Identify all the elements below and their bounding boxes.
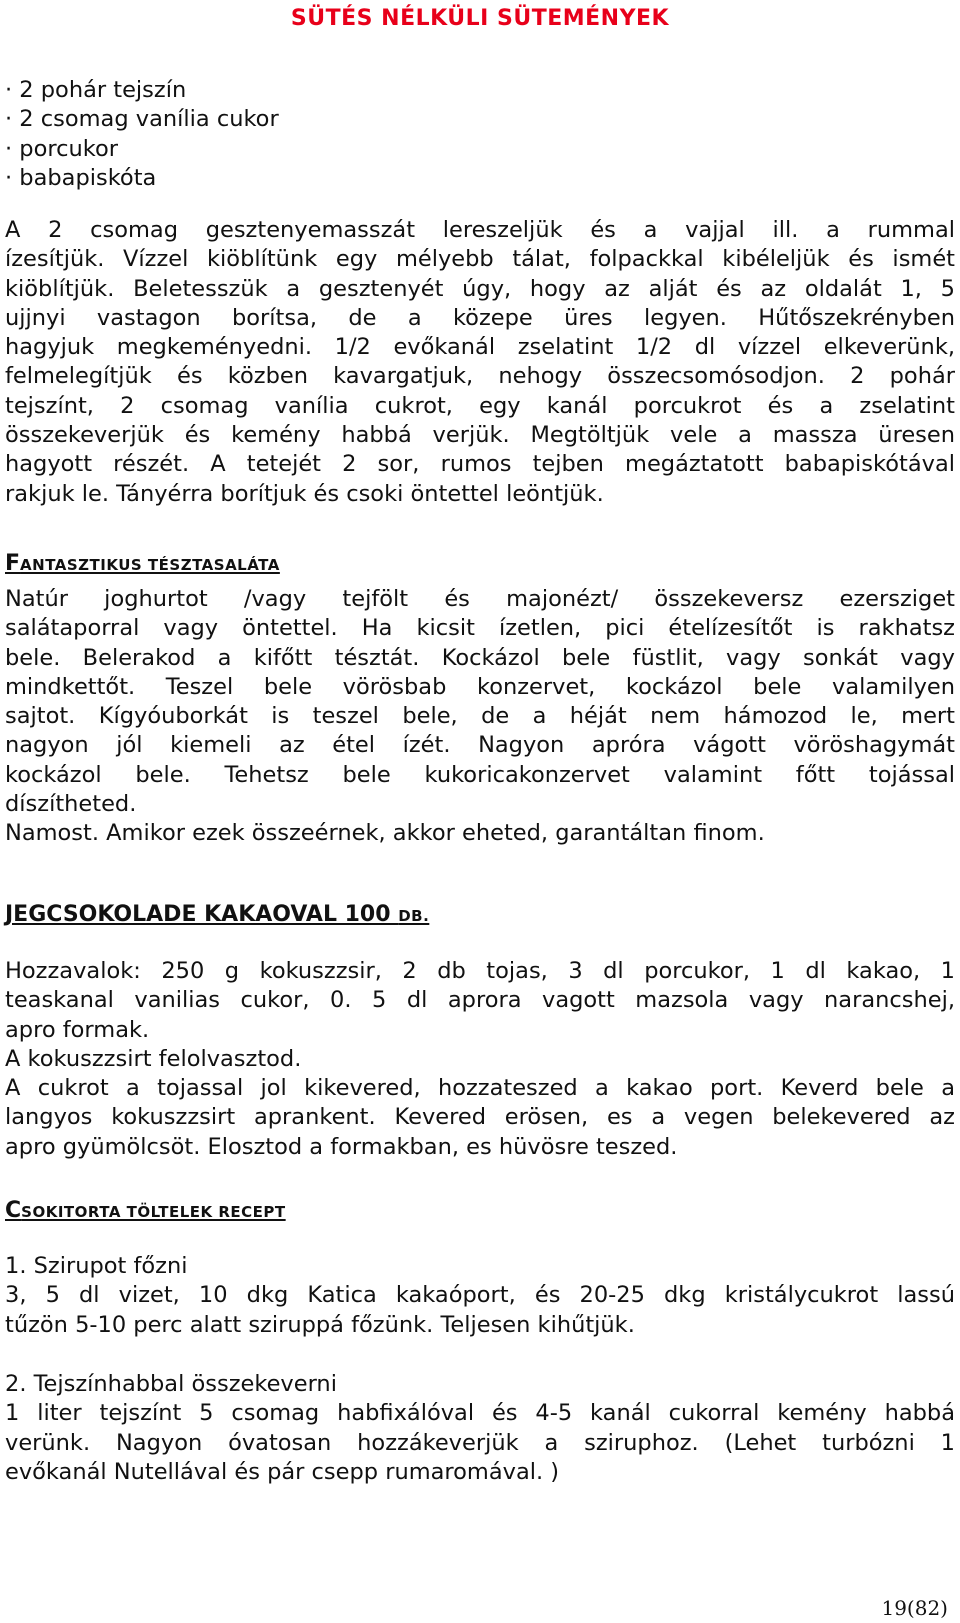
page-header-title: SÜTÉS NÉLKÜLI SÜTEMÉNYEK bbox=[290, 6, 670, 31]
ingredient-list bbox=[5, 76, 955, 193]
text-line: Hozzavalok: 250 g kokuszzsir, 2 db tojas, 3 dl porcukor, 1 dl kakao, 1 bbox=[5, 958, 955, 984]
ingredient-item: · porcukor bbox=[5, 135, 118, 162]
text-line: ízesítjük. Vízzel kiöblítünk egy mélyebb tálat, folpackkal kibéleljük és ismét bbox=[5, 246, 955, 273]
cake-filling-step2 bbox=[5, 1370, 955, 1487]
text-line: rakjuk le. Tányérra borítjuk és csoki öntettel leöntjük. bbox=[5, 480, 604, 507]
text-line: tűzön 5-10 perc alatt sziruppá főzünk. Teljesen kihűtjük. bbox=[5, 1311, 635, 1338]
text-line: hagyjuk megkeményedni. 1/2 evőkanál zselatint 1/2 dl vízzel elkeverünk, bbox=[5, 334, 955, 361]
text-line: salátaporral vagy öntettel. Ha kicsit ízetlen, pici ételízesítőt is rakhatsz bbox=[5, 615, 955, 642]
pasta-salad-paragraph bbox=[5, 585, 955, 849]
text-line: A 2 csomag gesztenyemasszát lereszeljük és a vajjal ill. a rummal bbox=[5, 217, 955, 243]
section-heading-pasta-salad: FANTASZTIKUS TÉSZTASALÁTA bbox=[5, 551, 280, 576]
ingredient-item: · 2 csomag vanília cukor bbox=[5, 106, 279, 133]
text-line: kiöblítjük. Beletesszük a gesztenyét úgy, hogy az alját és az oldalát 1, 5 bbox=[5, 275, 955, 302]
text-line: A kokuszzsirt felolvasztod. bbox=[5, 1045, 302, 1072]
text-line: Natúr joghurtot /vagy tejfölt és majonézt/ összekeversz ezersziget bbox=[5, 586, 955, 612]
text-line: evőkanál Nutellával és pár csepp rumaromával. ) bbox=[5, 1458, 560, 1485]
section-heading-cake-filling: CSOKITORTA TÖLTELEK RECEPT bbox=[5, 1198, 286, 1223]
text-line: 3, 5 dl vizet, 10 dkg Katica kakaóport, és 20-25 dkg kristálycukrot lassú bbox=[5, 1282, 955, 1309]
text-line: sajtot. Kígyóuborkát is teszel bele, de a héját nem hámozod le, mert bbox=[5, 703, 955, 730]
text-line: apro gyümölcsöt. Elosztod a formakban, es hüvösre teszed. bbox=[5, 1133, 678, 1160]
chestnut-recipe-paragraph bbox=[5, 216, 955, 509]
ice-chocolate-paragraph bbox=[5, 957, 955, 1162]
text-line: nagyon jól kiemeli az étel ízét. Nagyon apróra vágott vöröshagymát bbox=[5, 732, 955, 759]
text-line: összekeverjük és kemény habbá verjük. Megtöltjük vele a massza üresen bbox=[5, 422, 955, 449]
cake-filling-step1 bbox=[5, 1252, 955, 1340]
text-line: bele. Belerakod a kifőtt tésztát. Kockázol bele füstlit, vagy sonkát vagy bbox=[5, 644, 955, 671]
text-line: A cukrot a tojassal jol kikevered, hozzateszed a kakao port. Keverd bele a bbox=[5, 1075, 955, 1102]
ingredient-item: · 2 pohár tejszín bbox=[5, 77, 187, 103]
text-line: tejszínt, 2 csomag vanília cukrot, egy kanál porcukrot és a zselatint bbox=[5, 392, 955, 419]
section-heading-ice-chocolate: JEGCSOKOLADE KAKAOVAL 100 DB. bbox=[5, 902, 430, 927]
ingredient-item: · babapiskóta bbox=[5, 164, 157, 191]
text-line: 1 liter tejszínt 5 csomag habfixálóval és 4-5 kanál cukorral kemény habbá bbox=[5, 1400, 955, 1427]
text-line: mindkettőt. Teszel bele vörösbab konzervet, kockázol bele valamilyen bbox=[5, 673, 955, 700]
text-line: hagyott részét. A tetejét 2 sor, rumos tejben megáztatott babapiskótával bbox=[5, 451, 955, 478]
text-line: felmelegítjük és közben kavargatjuk, nehogy összecsomósodjon. 2 pohár bbox=[5, 363, 955, 390]
text-line: ujjnyi vastagon borítsa, de a közepe üres legyen. Hűtőszekrényben bbox=[5, 304, 955, 331]
text-line: langyos kokuszzsirt aprankent. Kevered erösen, es a vegen belekevered az bbox=[5, 1104, 955, 1131]
text-line: teaskanal vanilias cukor, 0. 5 dl aprora vagott mazsola vagy narancshej, bbox=[5, 987, 955, 1014]
text-line: verünk. Nagyon óvatosan hozzákeverjük a sziruphoz. (Lehet turbózni 1 bbox=[5, 1429, 955, 1456]
step-title: 1. Szirupot főzni bbox=[5, 1253, 188, 1279]
step-title: 2. Tejszínhabbal összekeverni bbox=[5, 1371, 337, 1397]
text-line: apro formak. bbox=[5, 1016, 150, 1043]
text-line: kockázol bele. Tehetsz bele kukoricakonzervet valamint főtt tojással bbox=[5, 761, 955, 788]
text-line: Namost. Amikor ezek összeérnek, akkor eheted, garantáltan finom. bbox=[5, 820, 765, 847]
text-line: díszítheted. bbox=[5, 791, 137, 818]
page-number: 19(82) bbox=[881, 1596, 948, 1620]
